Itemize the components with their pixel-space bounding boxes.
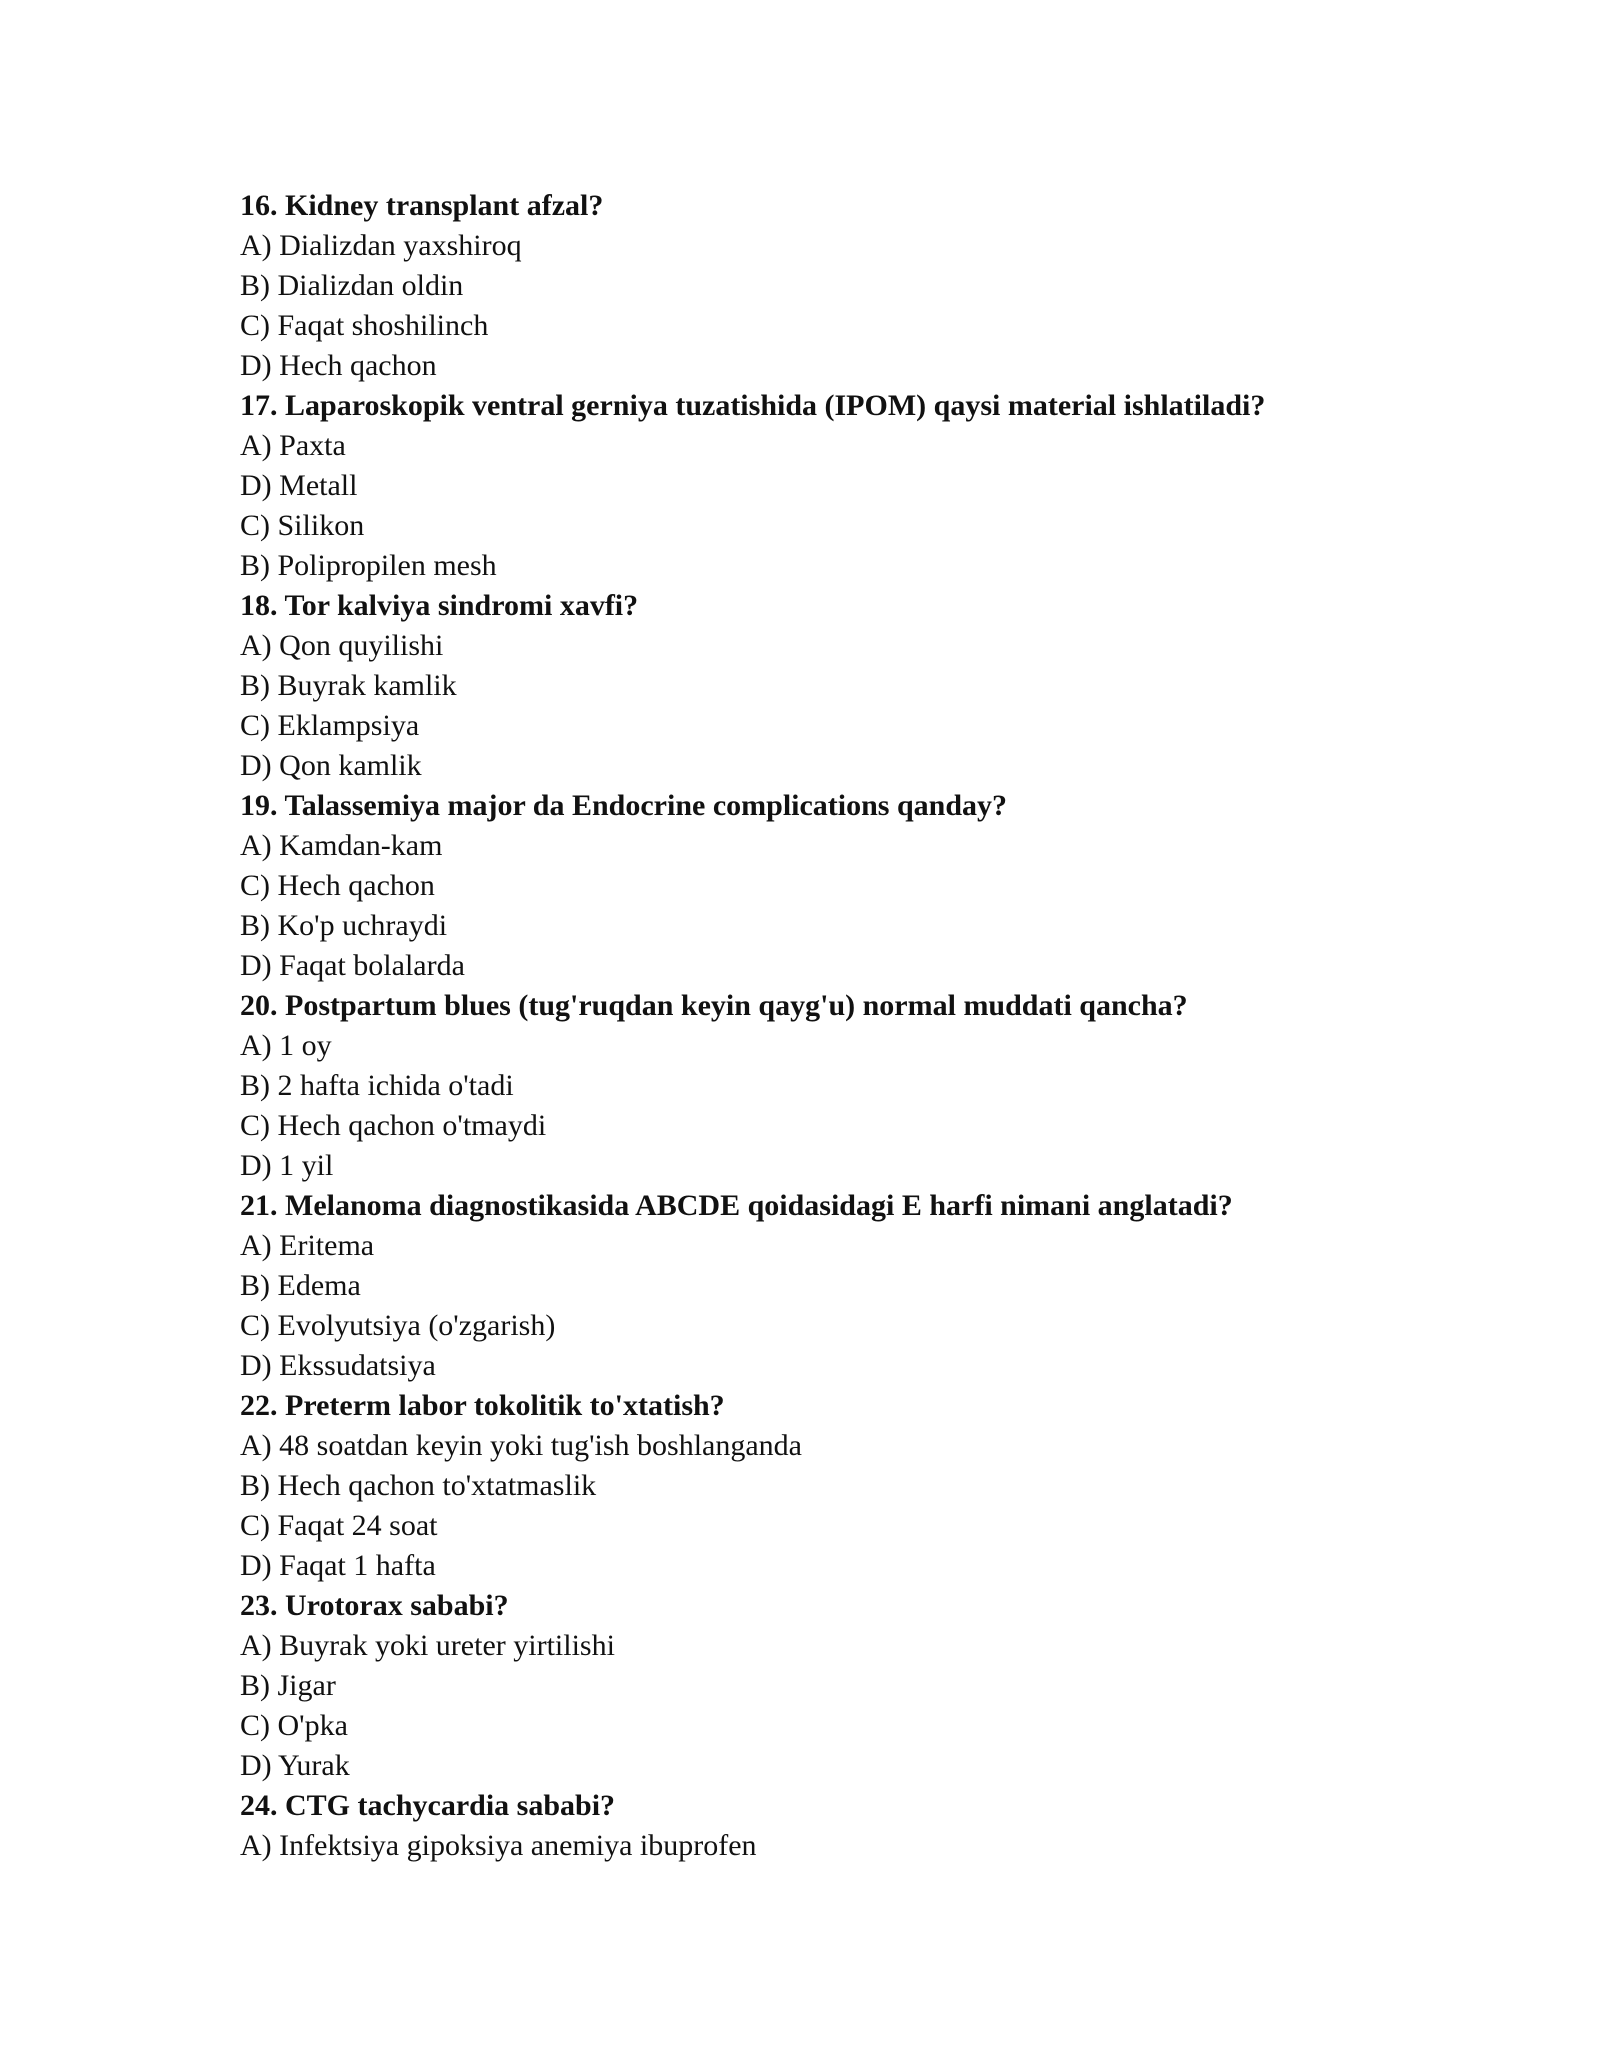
question-title: 21. Melanoma diagnostikasida ABCDE qoidasidagi E harfi nimani anglatadi? (240, 1189, 1233, 1222)
document-page (240, 186, 1420, 1866)
answer-option: C) Silikon (240, 509, 365, 542)
answer-option: D) Faqat 1 hafta (240, 1549, 436, 1582)
answer-option: B) Dializdan oldin (240, 269, 464, 302)
answer-option: B) Edema (240, 1269, 361, 1302)
answer-option: C) Faqat shoshilinch (240, 309, 489, 342)
answer-option: A) Paxta (240, 429, 346, 462)
question-title: 20. Postpartum blues (tug'ruqdan keyin qayg'u) normal muddati qancha? (240, 989, 1188, 1022)
question-title: 16. Kidney transplant afzal? (240, 189, 604, 222)
answer-option: B) Buyrak kamlik (240, 669, 457, 702)
answer-option: A) Kamdan-kam (240, 829, 443, 862)
answer-option: C) Hech qachon o'tmaydi (240, 1109, 547, 1142)
answer-option: A) 48 soatdan keyin yoki tug'ish boshlanganda (240, 1429, 802, 1462)
answer-option: C) Hech qachon (240, 869, 435, 902)
question-title: 17. Laparoskopik ventral gerniya tuzatishida (IPOM) qaysi material ishlatiladi? (240, 389, 1266, 422)
answer-option: B) Hech qachon to'xtatmaslik (240, 1469, 597, 1502)
question-title: 24. CTG tachycardia sababi? (240, 1789, 616, 1822)
answer-option: D) Metall (240, 469, 358, 502)
question-title: 22. Preterm labor tokolitik to'xtatish? (240, 1389, 725, 1422)
answer-option: D) 1 yil (240, 1149, 334, 1182)
answer-option: B) 2 hafta ichida o'tadi (240, 1069, 514, 1102)
answer-option: D) Hech qachon (240, 349, 437, 382)
answer-option: C) Eklampsiya (240, 709, 420, 742)
answer-option: A) Infektsiya gipoksiya anemiya ibuprofen (240, 1829, 757, 1862)
answer-option: C) O'pka (240, 1709, 348, 1742)
answer-option: D) Faqat bolalarda (240, 949, 465, 982)
answer-option: A) Buyrak yoki ureter yirtilishi (240, 1629, 615, 1662)
answer-option: A) 1 oy (240, 1029, 332, 1062)
question-title: 19. Talassemiya major da Endocrine complications qanday? (240, 789, 1008, 822)
answer-option: B) Jigar (240, 1669, 336, 1702)
question-title: 18. Tor kalviya sindromi xavfi? (240, 589, 639, 622)
answer-option: C) Evolyutsiya (o'zgarish) (240, 1309, 556, 1342)
answer-option: A) Dializdan yaxshiroq (240, 229, 522, 262)
answer-option: D) Ekssudatsiya (240, 1349, 436, 1382)
answer-option: B) Ko'p uchraydi (240, 909, 448, 942)
answer-option: A) Qon quyilishi (240, 629, 444, 662)
answer-option: C) Faqat 24 soat (240, 1509, 438, 1542)
answer-option: A) Eritema (240, 1229, 375, 1262)
answer-option: B) Polipropilen mesh (240, 549, 497, 582)
question-title: 23. Urotorax sababi? (240, 1589, 509, 1622)
answer-option: D) Yurak (240, 1749, 350, 1782)
answer-option: D) Qon kamlik (240, 749, 422, 782)
